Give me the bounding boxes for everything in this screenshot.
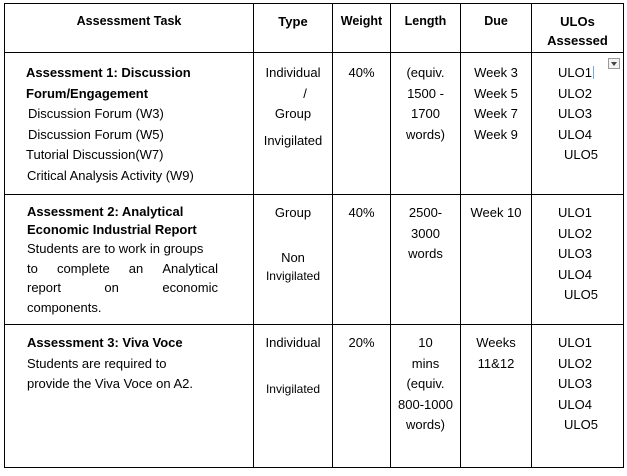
type-text: Non xyxy=(281,249,305,265)
type-cell xyxy=(254,53,333,195)
task-description: Students are to work in groups xyxy=(27,241,204,256)
weight-cell xyxy=(333,195,391,325)
length-text: 1700 xyxy=(411,106,440,121)
table-row xyxy=(5,53,624,195)
ulo-item: ULO2 xyxy=(558,225,592,241)
ulo-item: ULO5 xyxy=(564,147,598,162)
header-type: Type xyxy=(254,4,333,53)
weight-cell xyxy=(333,325,391,468)
type-text: Individual xyxy=(265,335,321,350)
table-row xyxy=(5,325,624,468)
ulo-item: ULO4 xyxy=(558,396,592,412)
type-text: Invigilated xyxy=(265,268,321,283)
task-description: provide the Viva Voce on A2. xyxy=(27,376,193,391)
type-text: Invigilated xyxy=(263,132,323,148)
header-row xyxy=(5,4,624,53)
type-text: Group xyxy=(274,106,312,121)
ulo-item: ULO4 xyxy=(558,266,592,282)
task-title: Assessment 3: Viva Voce xyxy=(27,335,183,350)
due-text: Week 9 xyxy=(474,126,518,142)
ulo-item: ULO3 xyxy=(558,106,592,121)
assessment-table xyxy=(4,3,624,468)
task-description: to complete an Analytical xyxy=(27,260,218,276)
weight-value: 20% xyxy=(348,335,375,350)
header-length: Length xyxy=(391,4,461,53)
ulo-item: ULO5 xyxy=(564,287,598,302)
length-text: words) xyxy=(405,417,445,432)
task-cell xyxy=(5,53,254,195)
task-description: Students are required to xyxy=(27,355,167,371)
due-cell xyxy=(461,325,532,468)
task-cell xyxy=(5,195,254,325)
ulo-item: ULO5 xyxy=(564,417,598,432)
header-ulos-line1: ULOs xyxy=(560,14,595,29)
ulo-item: ULO1 xyxy=(558,335,592,350)
ulo-item: ULO4 xyxy=(558,126,592,142)
task-title: Assessment 2: Analytical xyxy=(27,204,184,219)
ulo-item: ULO1 xyxy=(558,65,592,80)
weight-value: 40% xyxy=(348,65,375,80)
table-row xyxy=(5,195,624,325)
ulo-item: ULO2 xyxy=(558,355,592,371)
task-item: Tutorial Discussion(W7) xyxy=(26,147,164,162)
type-text: / xyxy=(303,85,307,101)
task-description: report on economic xyxy=(27,280,218,295)
length-text: 800-1000 xyxy=(398,396,453,412)
task-cell xyxy=(5,325,254,468)
ulo-item: ULO3 xyxy=(558,246,592,261)
length-text: 3000 xyxy=(411,225,440,241)
header-ulos-assessed xyxy=(532,4,624,53)
ulos-cell xyxy=(532,53,624,195)
length-text: words) xyxy=(405,126,445,142)
due-text: 11&12 xyxy=(477,355,515,371)
due-text: Week 7 xyxy=(474,106,518,121)
due-cell xyxy=(461,53,532,195)
type-cell xyxy=(254,195,333,325)
length-text: mins xyxy=(411,355,440,371)
length-text: (equiv. xyxy=(406,65,445,80)
text-cursor xyxy=(593,66,594,79)
header-assessment-task: Assessment Task xyxy=(5,4,254,53)
chevron-down-icon[interactable] xyxy=(608,58,620,69)
due-text: Weeks xyxy=(476,335,516,350)
task-item: Discussion Forum (W5) xyxy=(28,126,164,142)
weight-cell xyxy=(333,53,391,195)
header-ulos-line2: Assessed xyxy=(547,33,608,48)
type-text: Invigilated xyxy=(265,381,321,396)
length-text: (equiv. xyxy=(406,376,445,391)
type-text: Individual xyxy=(265,65,321,80)
length-text: 10 xyxy=(418,335,433,350)
task-title: Economic Industrial Report xyxy=(27,222,197,237)
ulos-cell xyxy=(532,195,624,325)
due-text: Week 5 xyxy=(474,85,518,101)
ulo-item: ULO3 xyxy=(558,376,592,391)
length-text: 2500- xyxy=(408,205,443,220)
header-due: Due xyxy=(461,4,532,53)
due-text: Week 10 xyxy=(470,205,522,220)
length-cell xyxy=(391,325,461,468)
length-text: 1500 - xyxy=(407,85,444,101)
ulo-item: ULO1 xyxy=(558,205,592,220)
length-text: words xyxy=(408,246,443,261)
length-cell xyxy=(391,53,461,195)
length-cell xyxy=(391,195,461,325)
task-item: Critical Analysis Activity (W9) xyxy=(27,167,194,183)
due-cell xyxy=(461,195,532,325)
ulo-item: ULO2 xyxy=(558,85,592,101)
due-text: Week 3 xyxy=(474,65,518,80)
task-description: components. xyxy=(27,299,102,315)
task-title: Assessment 1: Discussion xyxy=(26,65,191,80)
task-title: Forum/Engagement xyxy=(26,85,149,101)
ulos-cell xyxy=(532,325,624,468)
weight-value: 40% xyxy=(348,205,375,220)
type-cell xyxy=(254,325,333,468)
task-item: Discussion Forum (W3) xyxy=(28,106,164,121)
type-text: Group xyxy=(274,205,312,220)
header-weight: Weight xyxy=(333,4,391,53)
